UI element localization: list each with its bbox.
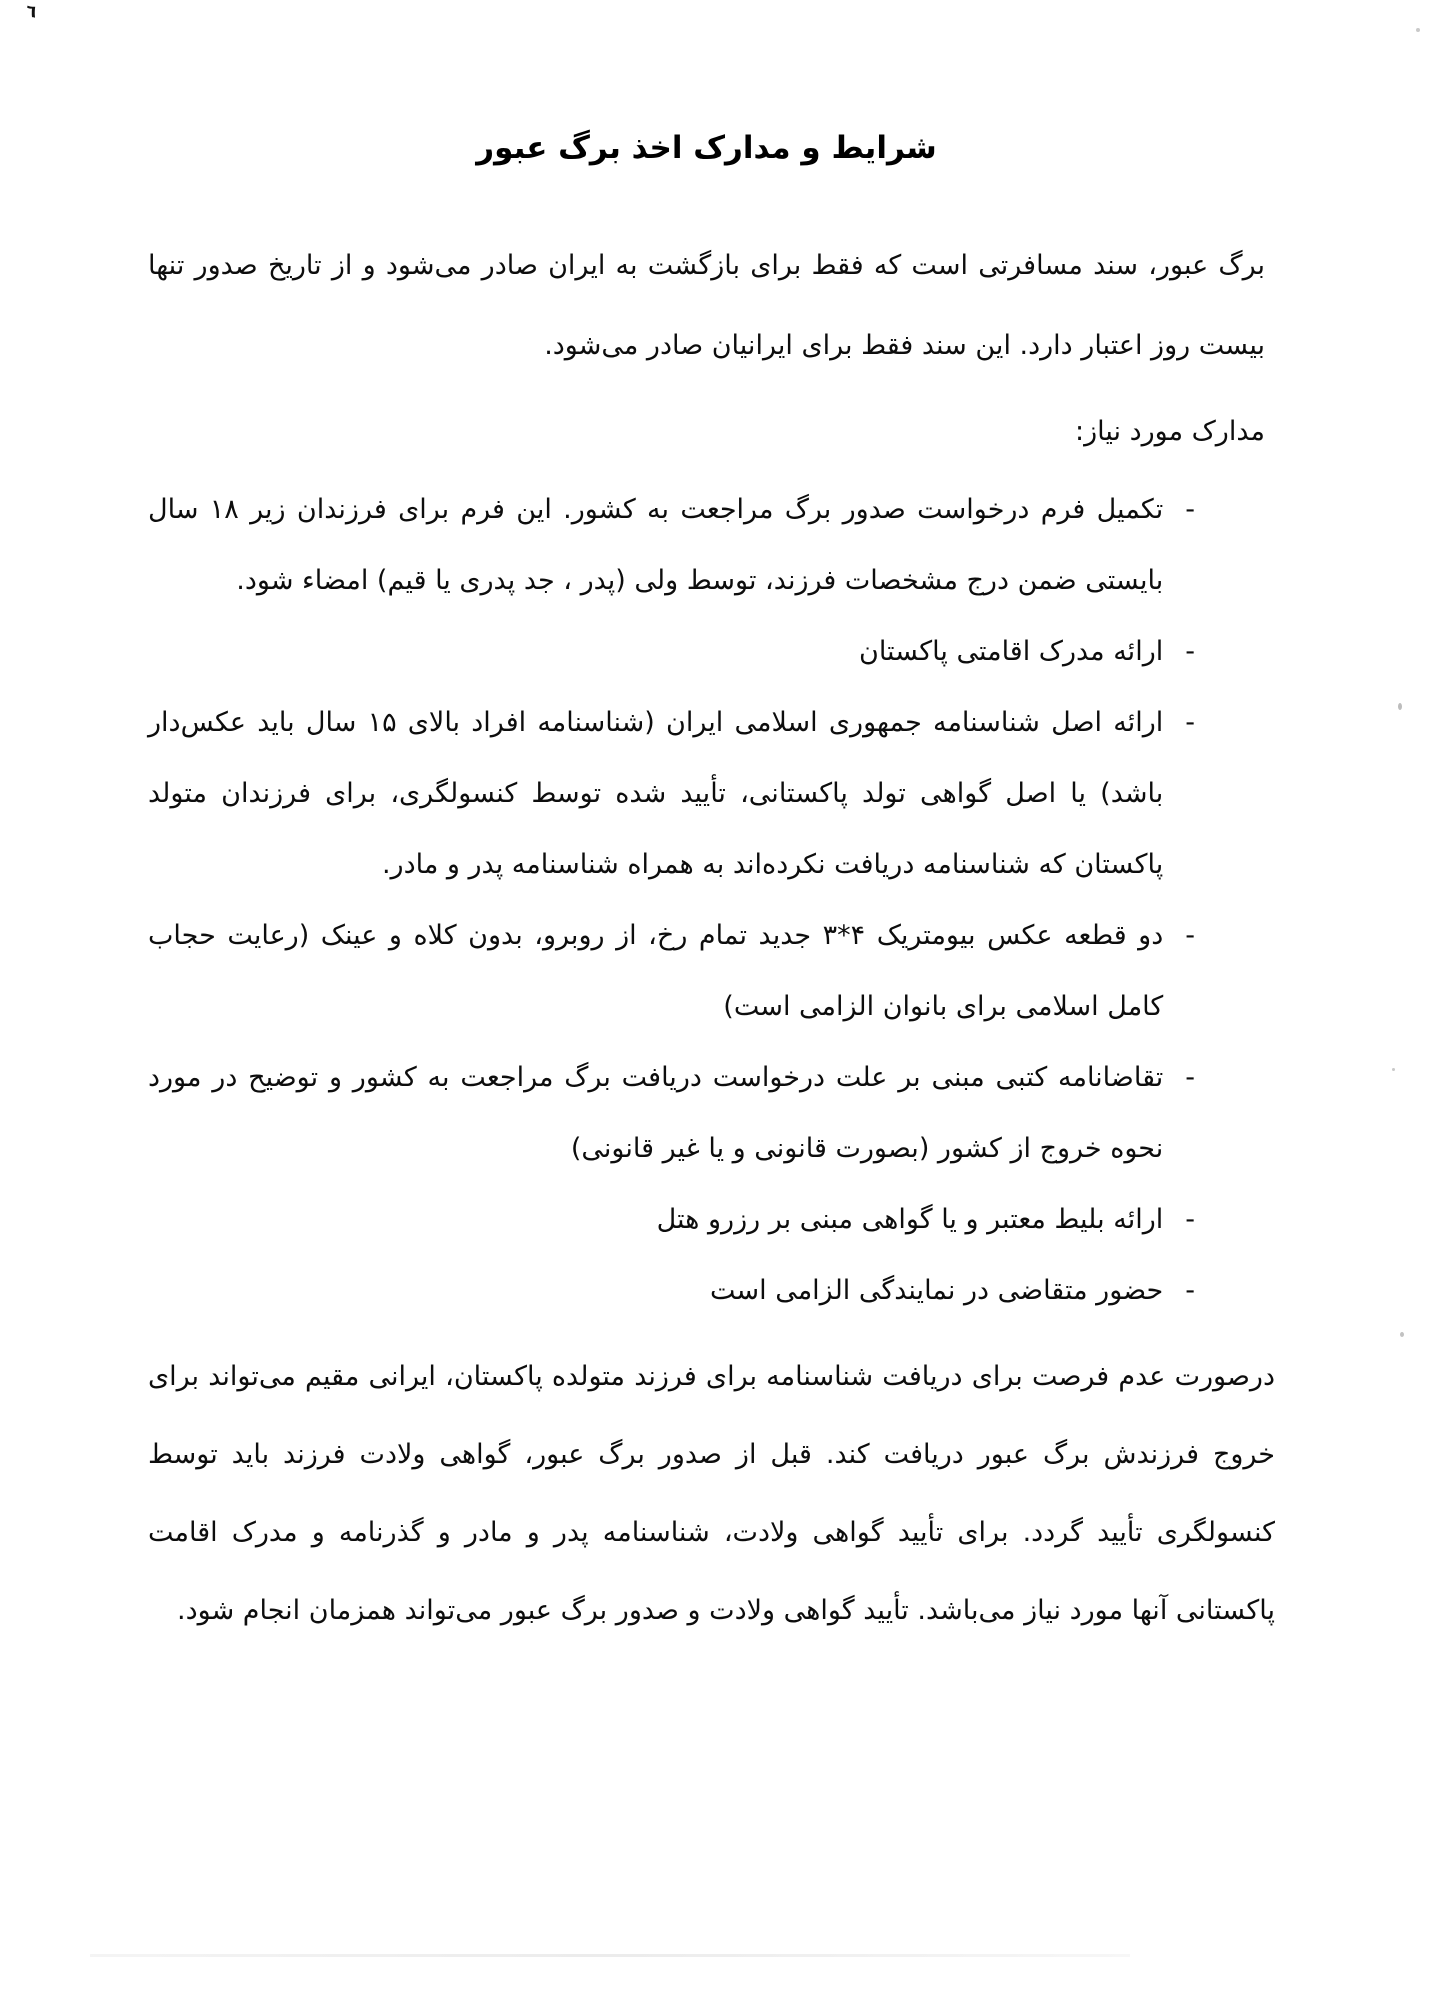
list-item-text: دو قطعه عکس بیومتریک ۴*۳ جدید تمام رخ، از روبرو، بدون کلاه و عینک (رعایت حجاب کامل اسلامی برای بانوان الزامی است) [148, 920, 1164, 1022]
bullet-dash: - [1185, 636, 1195, 667]
bullet-dash: - [1185, 494, 1195, 525]
scan-speck [1392, 1068, 1395, 1071]
bullet-dash: - [1185, 1204, 1195, 1235]
scan-smudge [90, 1954, 1130, 1957]
closing-paragraph: درصورت عدم فرصت برای دریافت شناسنامه برای فرزند متولده پاکستان، ایرانی مقیم می‌تواند برای خروج فرزندش برگ عبور دریافت کند. قبل از صدور برگ عبور، گواهی ولادت فرزند باید توسط کنسولگری تأیید گردد. برای تأیید گواهی ولادت، شناسنامه پدر و مادر و گذرنامه و مدرک اقامت پاکستانی آنها مورد نیاز می‌باشد. تأیید گواهی ولادت و صدور برگ عبور می‌تواند همزمان انجام شود. [148, 1361, 1275, 1626]
list-item [148, 474, 1195, 616]
list-item-text: حضور متقاضی در نمایندگی الزامی است [709, 1275, 1164, 1306]
list-item [148, 1042, 1195, 1184]
intro-paragraph: برگ عبور، سند مسافرتی است که فقط برای بازگشت به ایران صادر می‌شود و از تاریخ صدور تنها بیست روز اعتبار دارد. این سند فقط برای ایرانیان صادر می‌شود. [148, 250, 1265, 361]
list-item [148, 1255, 1195, 1326]
list-item [148, 1184, 1195, 1255]
list-item [148, 900, 1195, 1042]
requirements-list [148, 474, 1195, 1326]
list-item-text: ارائه اصل شناسنامه جمهوری اسلامی ایران (شناسنامه افراد بالای ۱۵ سال باید عکس‌دار باشد) یا اصل گواهی تولد پاکستانی، تأیید شده توسط کنسولگری، برای فرزندان متولد پاکستان که شناسنامه دریافت نکرده‌اند به همراه شناسنامه پدر و مادر. [148, 707, 1164, 880]
bullet-dash: - [1185, 707, 1195, 738]
list-item-text: ارائه مدرک اقامتی پاکستان [858, 636, 1164, 667]
scan-speck [1400, 1332, 1404, 1337]
bullet-dash: - [1185, 1062, 1195, 1093]
document-content [148, 0, 1275, 1650]
list-item [148, 616, 1195, 687]
list-item-text: ارائه بلیط معتبر و یا گواهی مبنی بر رزرو هتل [656, 1204, 1164, 1235]
bullet-dash: - [1185, 1275, 1195, 1306]
list-item-text: تقاضانامه کتبی مبنی بر علت درخواست دریافت برگ مراجعت به کشور و توضیح در مورد نحوه خروج از کشور (بصورت قانونی و یا غیر قانونی) [148, 1062, 1164, 1164]
document-title: شرایط و مدارک اخذ برگ عبور [476, 130, 937, 166]
corner-pen-mark: ٦ [24, 1, 38, 23]
list-item [148, 687, 1195, 900]
bullet-dash: - [1185, 920, 1195, 951]
scan-speck [1398, 703, 1402, 710]
list-item-text: تکمیل فرم درخواست صدور برگ مراجعت به کشور. این فرم برای فرزندان زیر ۱۸ سال بایستی ضمن درج مشخصات فرزند، توسط ولی (پدر ، جد پدری یا قیم) امضاء شود. [148, 494, 1164, 596]
requirements-heading: مدارک مورد نیاز: [1074, 416, 1265, 447]
scan-speck [1416, 28, 1420, 32]
